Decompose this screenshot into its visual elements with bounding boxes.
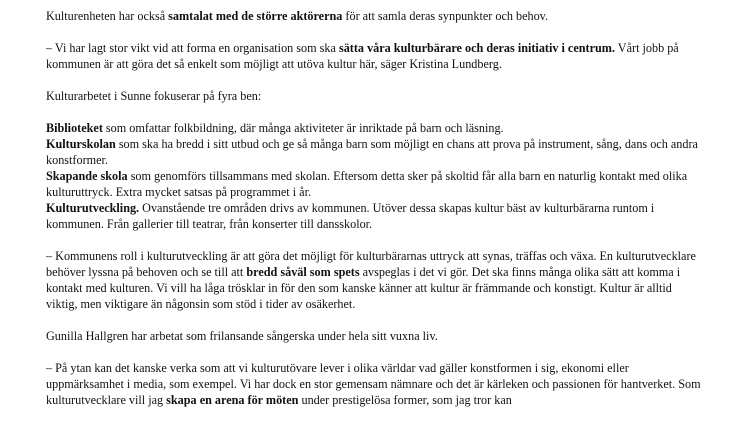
ben-item-skapande-skola: Skapande skola som genomförs tillsammans med skolan. Eftersom detta sker på skoltid får alla barn en naturlig kontakt med olika kulturuttryck. Extra mycket satsas på programmet i år. [46, 169, 688, 199]
paragraph-quote-hallgren: – På ytan kan det kanske verka som att vi kulturutövare lever i olika världar vad gäller konstformen i sig, ekonomi eller uppmärksamhet i media, som exempel. Vi har dock en stor gemensam nämnare och det är kärleken och passionen för hantverket. Som kulturutvecklare vill jag skapa en arena för möten under prestigelösa former, som jag tror kan [46, 361, 701, 407]
bold-phrase: bredd såväl som spets [246, 265, 360, 279]
paragraph-quote-lundberg: – Vi har lagt stor vikt vid att forma en organisation som ska sätta våra kulturbärare och deras initiativ i centrum. Vårt jobb på kommunen är att göra det så enkelt som möjligt att utöva kultur här, säger Kristina Lundberg. [46, 41, 679, 71]
bold-phrase: skapa en arena för möten [166, 393, 299, 407]
ben-term: Kulturutveckling. [46, 201, 140, 215]
ben-term: Skapande skola [46, 169, 128, 183]
bold-phrase: samtalat med de större aktörerna [168, 9, 343, 23]
paragraph-gunilla-hallgren: Gunilla Hallgren har arbetat som frilansande sångerska under hela sitt vuxna liv. [46, 329, 438, 343]
bold-phrase: sätta våra kulturbärare och deras initiativ i centrum. [338, 41, 615, 55]
paragraph-kommunens-roll: – Kommunens roll i kulturutveckling är att göra det möjligt för kulturbärarnas uttryck att synas, träffas och växa. En kulturutvecklare behöver lyssna på behoven och se till att bredd såväl som spets avspeglas i det vi gör. Det ska finns många olika sätt att komma i kontakt med kulturen. Vi vill ha låga trösklar in för den som kanske känner att kultur är främmande och konstigt. Kultur är alltid viktig, men viktigare än någonsin som stöd i tider av osäkerhet. [46, 249, 696, 311]
document-page [46, 8, 706, 424]
ben-term: Biblioteket [46, 121, 103, 135]
ben-item-kulturutveckling: Kulturutveckling. Ovanstående tre områden drivs av kommunen. Utöver dessa skapas kultur bäst av kulturbärarna runtom i kommunen. Från gallerier till teatrar, från konserter till dansskolor. [46, 201, 655, 231]
ben-item-biblioteket: Biblioteket som omfattar folkbildning, där många aktiviteter är inriktade på barn och läsning. [46, 121, 504, 135]
ben-item-kulturskolan: Kulturskolan som ska ha bredd i sitt utbud och ge så många barn som möjligt en chans att prova på instrument, sång, dans och andra konstformer. [46, 137, 698, 167]
fyra-ben-list [46, 120, 706, 232]
ben-term: Kulturskolan [46, 137, 116, 151]
paragraph-fyra-ben-intro: Kulturarbetet i Sunne fokuserar på fyra ben: [46, 89, 262, 103]
paragraph-aktorer: Kulturenheten har också samtalat med de större aktörerna för att samla deras synpunkter och behov. [46, 9, 549, 23]
